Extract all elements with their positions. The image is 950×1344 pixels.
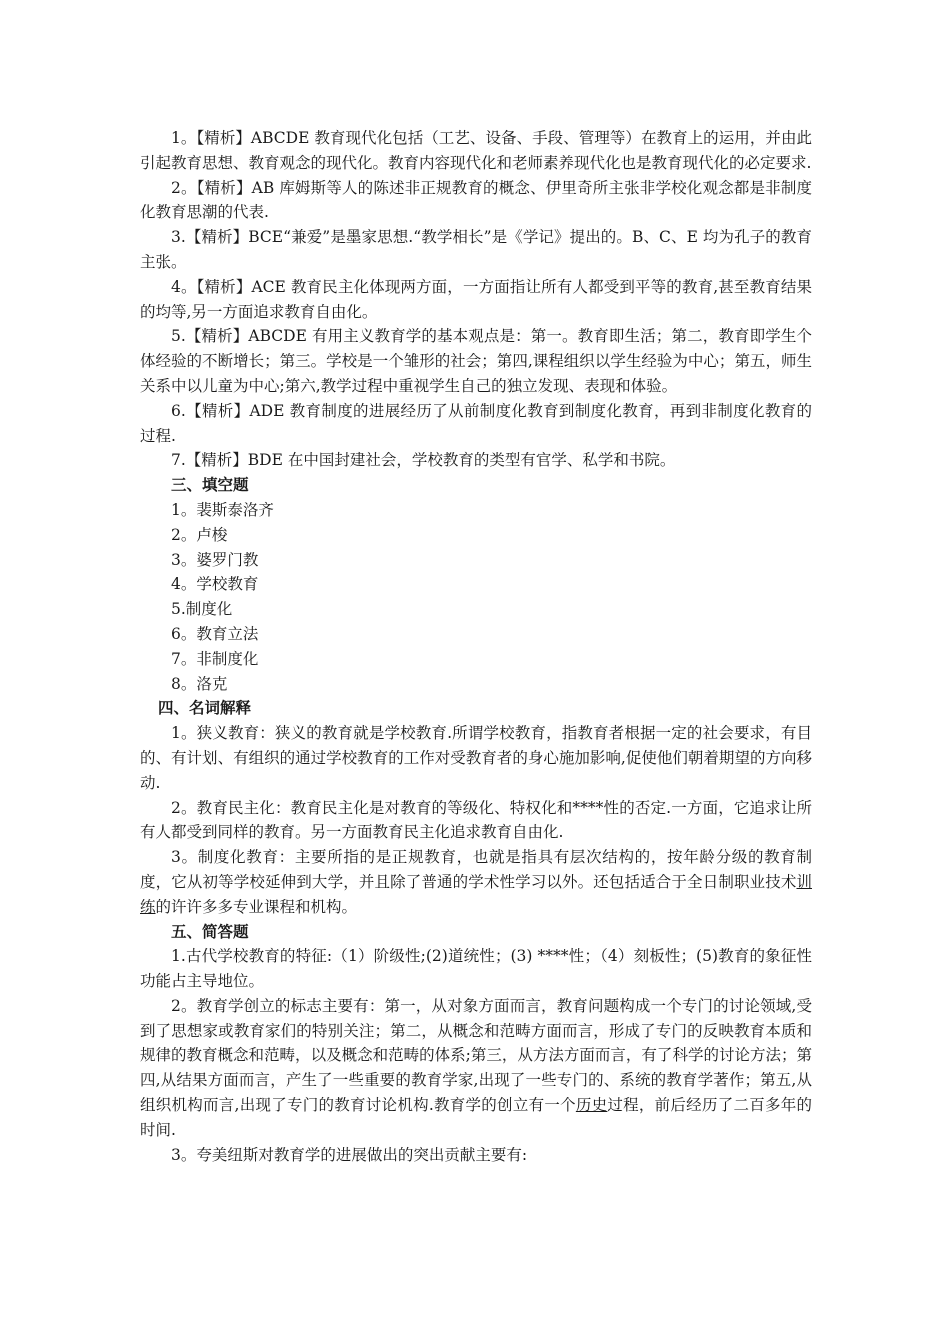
term-item: 1。狭义教育：狭义的教育就是学校教育.所谓学校教育，指教育者根据一定的社会要求，有目的、有计划、有组织的通过学校教育的工作对受教育者的身心施加影响,促使他们朝着期望的方向移动. [140,724,812,792]
term-item: 2。教育民主化：教育民主化是对教育的等级化、特权化和****性的否定.一方面，它追求让所有人都受到同样的教育。另一方面教育民主化追求教育自由化. [140,798,812,842]
fill-blank-item: 5.制度化 [171,600,233,619]
short-answer-item [140,994,812,1143]
answer-7: 7.【精析】BDE 在中国封建社会，学校教育的类型有官学、私学和书院。 [171,451,676,470]
fill-blank-item: 3。婆罗门教 [171,550,259,569]
answer-2: 2。【精析】AB 库姆斯等人的陈述非正规教育的概念、伊里奇所主张非学校化观念都是非制度化教育思潮的代表. [140,178,812,222]
underlined-word: 训练 [140,872,812,916]
short-answer-tail: 过程，前后经历了二百多年的时间. [140,1096,812,1139]
section-heading-terms: 四、名词解释 [158,698,252,718]
fill-blank-item: 4。学校教育 [171,575,259,594]
term-item-tail: 的许许多多专业课程和机构。 [155,897,358,916]
fill-blank-item: 7。非制度化 [171,649,259,668]
answer-6: 6.【精析】ADE 教育制度的进展经历了从前制度化教育到制度化教育，再到非制度化教育的过程. [140,401,812,445]
answer-5: 5.【精析】ABCDE 有用主义教育学的基本观点是：第一。教育即生活；第二，教育即学生个体经验的不断增长；第三。学校是一个雏形的社会；第四,课程组织以学生经验为中心；第五，师生关系中以儿童为中心;第六,教学过程中重视学生自己的独立发现、表现和体验。 [140,327,812,395]
short-answer-text: 2。教育学创立的标志主要有：第一，从对象方面而言，教育问题构成一个专门的讨论领域,受到了思想家或教育家们的特别关注；第二，从概念和范畴方面而言，形成了专门的反映教育本质和规律的教育概念和范畴，以及概念和范畴的体系;第三，从方法方面而言，有了科学的讨论方法；第四,从结果方面而言，产生了一些重要的教育学家,出现了一些专门的、系统的教育学著作；第五,从组织机构而言,出现了专门的教育讨论机构.教育学的创立有一个 [140,996,812,1115]
document-page [140,126,812,1167]
answer-4: 4。【精析】ACE 教育民主化体现两方面，一方面指让所有人都受到平等的教育,甚至教育结果的均等,另一方面追求教育自由化。 [140,277,812,321]
section-heading-short-answer: 五、简答题 [171,921,249,941]
term-item-text: 3。制度化教育：主要所指的是正规教育，也就是指具有层次结构的，按年龄分级的教育制度，它从初等学校延伸到大学，并且除了普通的学术性学习以外。还包括适合于全日制职业技术 [140,848,812,891]
section-heading-fill-blank: 三、填空题 [171,475,249,495]
term-item [140,845,812,919]
answer-1: 1。【精析】ABCDE 教育现代化包括（工艺、设备、手段、管理等）在教育上的运用，并由此引起教育思想、教育观念的现代化。教育内容现代化和老师素养现代化也是教育现代化的必定要求. [140,129,812,172]
fill-blank-item: 2。卢梭 [171,525,228,544]
underlined-word: 历史 [575,1096,608,1115]
fill-blank-item: 6。教育立法 [171,624,259,643]
fill-blank-item: 1。裴斯泰洛齐 [171,500,274,519]
short-answer-item: 3。夸美纽斯对教育学的进展做出的突出贡献主要有: [171,1145,528,1164]
short-answer-item: 1.古代学校教育的特征:（1）阶级性;(2)道统性；(3) ****性；（4）刻板性；(5)教育的象征性功能占主导地位。 [140,947,812,991]
answer-3: 3.【精析】BCE“兼爱”是墨家思想.“教学相长”是《学记》提出的。B、C、E 均为孔子的教育主张。 [140,228,812,271]
fill-blank-item: 8。洛克 [171,674,228,693]
